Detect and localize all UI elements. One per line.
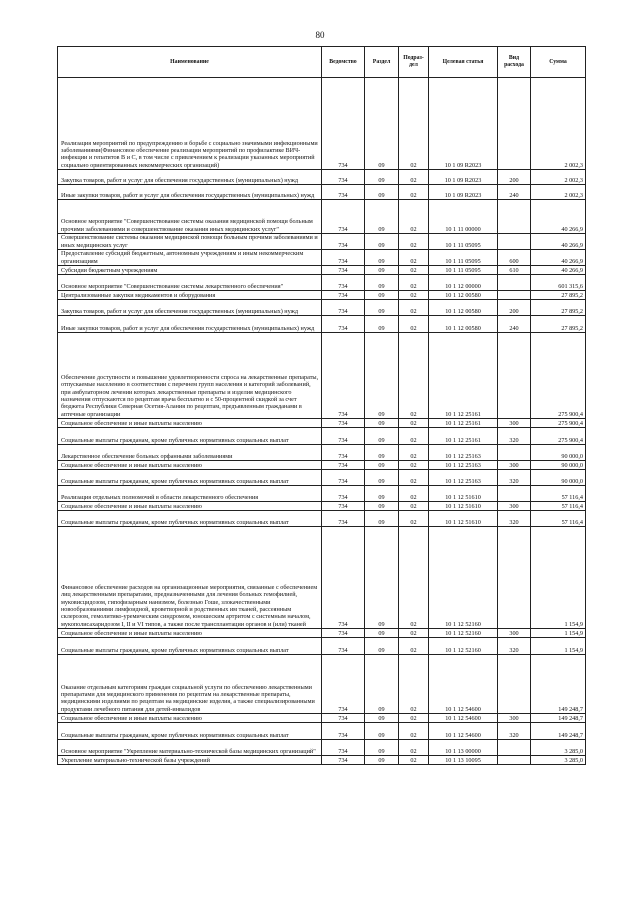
row-department: 734 bbox=[322, 428, 365, 445]
table-row bbox=[58, 250, 586, 266]
table-row bbox=[58, 470, 586, 486]
row-section: 09 bbox=[365, 266, 399, 275]
table-row bbox=[58, 655, 586, 714]
row-section: 09 bbox=[365, 470, 399, 486]
row-section: 09 bbox=[365, 723, 399, 740]
page-number: 80 bbox=[315, 30, 325, 40]
row-department: 734 bbox=[322, 185, 365, 200]
row-amount: 90 000,0 bbox=[531, 470, 586, 486]
budget-table bbox=[57, 46, 586, 765]
row-name: Реализация отдельных полномочий в области лекарственного обеспечения bbox=[58, 486, 322, 502]
row-department: 734 bbox=[322, 740, 365, 756]
row-subsection: 02 bbox=[399, 486, 429, 502]
row-name: Социальные выплаты гражданам, кроме публичных нормативных социальных выплат bbox=[58, 638, 322, 655]
row-department: 734 bbox=[322, 723, 365, 740]
row-name: Социальное обеспечение и иные выплаты населению bbox=[58, 461, 322, 470]
row-target-article: 10 1 12 25163 bbox=[429, 461, 498, 470]
row-expense-type: 320 bbox=[498, 723, 531, 740]
row-amount: 27 895,2 bbox=[531, 291, 586, 300]
row-target-article: 10 1 12 25161 bbox=[429, 428, 498, 445]
row-section: 09 bbox=[365, 502, 399, 511]
table-row bbox=[58, 486, 586, 502]
row-name: Реализация мероприятий по предупреждению и борьбе с социально значимыми инфекционными заболеваниями(Финансовое обеспечение реализации мероприятий по профилактике ВИЧ-инфекции и гепатитов В и С, в том числе с привлечением к реализации указанных мероприятий социально ориентированных некоммерческих организаций) bbox=[58, 78, 322, 170]
row-department: 734 bbox=[322, 291, 365, 300]
row-amount: 27 895,2 bbox=[531, 316, 586, 333]
row-department: 734 bbox=[322, 527, 365, 629]
row-subsection: 02 bbox=[399, 250, 429, 266]
row-department: 734 bbox=[322, 333, 365, 419]
row-amount: 1 154,9 bbox=[531, 629, 586, 638]
row-name: Лекарственное обеспечение больных орфанными заболеваниями bbox=[58, 445, 322, 461]
table-row bbox=[58, 502, 586, 511]
row-target-article: 10 1 12 51610 bbox=[429, 486, 498, 502]
table-row bbox=[58, 300, 586, 316]
table-row bbox=[58, 275, 586, 291]
row-target-article: 10 1 12 00580 bbox=[429, 316, 498, 333]
row-target-article: 10 1 12 51610 bbox=[429, 502, 498, 511]
row-amount: 57 116,4 bbox=[531, 486, 586, 502]
row-section: 09 bbox=[365, 527, 399, 629]
row-name: Основное мероприятие "Совершенствование системы лекарственного обеспечения" bbox=[58, 275, 322, 291]
row-department: 734 bbox=[322, 78, 365, 170]
row-section: 09 bbox=[365, 185, 399, 200]
row-section: 09 bbox=[365, 316, 399, 333]
row-expense-type: 300 bbox=[498, 419, 531, 428]
row-name: Социальное обеспечение и иные выплаты населению bbox=[58, 502, 322, 511]
row-department: 734 bbox=[322, 170, 365, 185]
table-row bbox=[58, 234, 586, 250]
row-subsection: 02 bbox=[399, 275, 429, 291]
row-expense-type bbox=[498, 78, 531, 170]
row-subsection: 02 bbox=[399, 200, 429, 234]
row-expense-type bbox=[498, 445, 531, 461]
row-amount: 90 000,0 bbox=[531, 461, 586, 470]
row-section: 09 bbox=[365, 511, 399, 527]
table-row bbox=[58, 266, 586, 275]
row-target-article: 10 1 12 52160 bbox=[429, 629, 498, 638]
row-expense-type bbox=[498, 740, 531, 756]
row-name: Социальное обеспечение и иные выплаты населению bbox=[58, 419, 322, 428]
row-name: Совершенствование системы оказания медицинской помощи больным прочими заболеваниями и иных медицинских услуг bbox=[58, 234, 322, 250]
row-expense-type: 300 bbox=[498, 461, 531, 470]
row-expense-type bbox=[498, 275, 531, 291]
table-row bbox=[58, 445, 586, 461]
row-subsection: 02 bbox=[399, 428, 429, 445]
row-section: 09 bbox=[365, 291, 399, 300]
row-section: 09 bbox=[365, 638, 399, 655]
row-section: 09 bbox=[365, 250, 399, 266]
row-amount: 275 900,4 bbox=[531, 419, 586, 428]
row-amount: 2 002,3 bbox=[531, 185, 586, 200]
table-row bbox=[58, 78, 586, 170]
row-target-article: 10 1 11 00000 bbox=[429, 200, 498, 234]
table-row bbox=[58, 723, 586, 740]
row-expense-type: 610 bbox=[498, 266, 531, 275]
row-amount: 40 266,9 bbox=[531, 234, 586, 250]
row-expense-type: 320 bbox=[498, 428, 531, 445]
row-department: 734 bbox=[322, 756, 365, 765]
header-expense-type: Вид расхода bbox=[498, 47, 531, 78]
row-target-article: 10 1 11 05095 bbox=[429, 250, 498, 266]
row-expense-type bbox=[498, 333, 531, 419]
row-subsection: 02 bbox=[399, 170, 429, 185]
row-expense-type bbox=[498, 200, 531, 234]
row-subsection: 02 bbox=[399, 470, 429, 486]
row-target-article: 10 1 12 00000 bbox=[429, 275, 498, 291]
row-subsection: 02 bbox=[399, 511, 429, 527]
row-section: 09 bbox=[365, 300, 399, 316]
row-subsection: 02 bbox=[399, 419, 429, 428]
row-subsection: 02 bbox=[399, 714, 429, 723]
row-amount: 27 895,2 bbox=[531, 300, 586, 316]
row-name: Предоставление субсидий бюджетным, автономным учреждениям и иным некоммерческим организациям bbox=[58, 250, 322, 266]
row-expense-type: 240 bbox=[498, 185, 531, 200]
header-amount: Сумма bbox=[531, 47, 586, 78]
row-department: 734 bbox=[322, 419, 365, 428]
row-expense-type: 300 bbox=[498, 714, 531, 723]
table-row bbox=[58, 428, 586, 445]
row-department: 734 bbox=[322, 470, 365, 486]
row-amount: 3 285,0 bbox=[531, 756, 586, 765]
row-name: Социальные выплаты гражданам, кроме публичных нормативных социальных выплат bbox=[58, 723, 322, 740]
row-amount: 40 266,9 bbox=[531, 200, 586, 234]
row-name: Централизованные закупки медикаментов и оборудования bbox=[58, 291, 322, 300]
row-name: Закупка товаров, работ и услуг для обеспечения государственных (муниципальных) нужд bbox=[58, 300, 322, 316]
table-row bbox=[58, 629, 586, 638]
row-section: 09 bbox=[365, 461, 399, 470]
row-department: 734 bbox=[322, 714, 365, 723]
row-amount: 57 116,4 bbox=[531, 502, 586, 511]
row-section: 09 bbox=[365, 655, 399, 714]
row-subsection: 02 bbox=[399, 723, 429, 740]
row-expense-type bbox=[498, 756, 531, 765]
table-body bbox=[58, 78, 586, 765]
row-section: 09 bbox=[365, 333, 399, 419]
row-target-article: 10 1 12 54600 bbox=[429, 655, 498, 714]
row-amount: 149 248,7 bbox=[531, 723, 586, 740]
row-name: Социальные выплаты гражданам, кроме публичных нормативных социальных выплат bbox=[58, 428, 322, 445]
row-section: 09 bbox=[365, 234, 399, 250]
row-expense-type bbox=[498, 486, 531, 502]
table-row bbox=[58, 170, 586, 185]
table-row bbox=[58, 291, 586, 300]
row-amount: 40 266,9 bbox=[531, 250, 586, 266]
row-amount: 275 900,4 bbox=[531, 333, 586, 419]
row-target-article: 10 1 13 00000 bbox=[429, 740, 498, 756]
table-row bbox=[58, 527, 586, 629]
row-section: 09 bbox=[365, 419, 399, 428]
row-target-article: 10 1 09 R2023 bbox=[429, 78, 498, 170]
row-department: 734 bbox=[322, 300, 365, 316]
row-amount: 601 315,6 bbox=[531, 275, 586, 291]
row-name: Финансовое обеспечение расходов на организационные мероприятия, связанные с обеспечением лиц лекарственными препаратами, предназначенными для лечения больных гемофилией, муковисцидозом, гипофизарным нанизмом, болезнью Гоше, злокачественными новообразованиями лимфоидной, кроветворной и родственных им тканей, рассеянным склерозом, гемолитико-уремическим синдромом, юношеским артритом с системным началом, мукополисахаридозом I, II и VI типов, а также после трансплантации органов и (или) тканей bbox=[58, 527, 322, 629]
row-name: Субсидии бюджетным учреждениям bbox=[58, 266, 322, 275]
header-section: Раздел bbox=[365, 47, 399, 78]
row-expense-type: 200 bbox=[498, 170, 531, 185]
row-subsection: 02 bbox=[399, 185, 429, 200]
row-target-article: 10 1 11 05095 bbox=[429, 266, 498, 275]
row-subsection: 02 bbox=[399, 300, 429, 316]
table-row bbox=[58, 333, 586, 419]
row-subsection: 02 bbox=[399, 266, 429, 275]
row-amount: 3 285,0 bbox=[531, 740, 586, 756]
row-subsection: 02 bbox=[399, 756, 429, 765]
row-expense-type: 320 bbox=[498, 470, 531, 486]
row-target-article: 10 1 12 00580 bbox=[429, 291, 498, 300]
row-subsection: 02 bbox=[399, 461, 429, 470]
row-target-article: 10 1 12 00580 bbox=[429, 300, 498, 316]
row-name: Социальное обеспечение и иные выплаты населению bbox=[58, 714, 322, 723]
row-amount: 2 002,3 bbox=[531, 170, 586, 185]
row-target-article: 10 1 12 25163 bbox=[429, 445, 498, 461]
row-expense-type bbox=[498, 234, 531, 250]
row-section: 09 bbox=[365, 486, 399, 502]
row-amount: 90 000,0 bbox=[531, 445, 586, 461]
header-target-article: Целевая статья bbox=[429, 47, 498, 78]
row-department: 734 bbox=[322, 234, 365, 250]
row-name: Обеспечение доступности и повышение удовлетворенности спроса на лекарственные препараты, отпускаемые населению в соответствии с перечнем групп населения и категорий заболеваний, при амбулаторном лечении которых лекарственные препараты и изделия медицинского назначения отпускаются по рецептам врача бесплатно и с 50-процентной скидкой за счет бюджета Республики Северная Осетия-Алания по рецептам, предъявленным гражданами в аптечные организации bbox=[58, 333, 322, 419]
row-amount: 149 248,7 bbox=[531, 655, 586, 714]
row-target-article: 10 1 12 54600 bbox=[429, 714, 498, 723]
row-section: 09 bbox=[365, 740, 399, 756]
row-amount: 275 900,4 bbox=[531, 428, 586, 445]
row-department: 734 bbox=[322, 445, 365, 461]
row-amount: 57 116,4 bbox=[531, 511, 586, 527]
row-target-article: 10 1 12 52160 bbox=[429, 527, 498, 629]
table-row bbox=[58, 200, 586, 234]
row-target-article: 10 1 13 10095 bbox=[429, 756, 498, 765]
row-section: 09 bbox=[365, 756, 399, 765]
table-row bbox=[58, 316, 586, 333]
row-department: 734 bbox=[322, 316, 365, 333]
row-section: 09 bbox=[365, 275, 399, 291]
row-department: 734 bbox=[322, 200, 365, 234]
row-name: Закупка товаров, работ и услуг для обеспечения государственных (муниципальных) нужд bbox=[58, 170, 322, 185]
table-row bbox=[58, 756, 586, 765]
row-section: 09 bbox=[365, 629, 399, 638]
row-name: Иные закупки товаров, работ и услуг для обеспечения государственных (муниципальных) нужд bbox=[58, 316, 322, 333]
row-expense-type: 300 bbox=[498, 502, 531, 511]
row-subsection: 02 bbox=[399, 740, 429, 756]
row-target-article: 10 1 12 54600 bbox=[429, 723, 498, 740]
row-subsection: 02 bbox=[399, 291, 429, 300]
row-target-article: 10 1 12 51610 bbox=[429, 511, 498, 527]
row-amount: 40 266,9 bbox=[531, 266, 586, 275]
row-name: Социальное обеспечение и иные выплаты населению bbox=[58, 629, 322, 638]
row-department: 734 bbox=[322, 511, 365, 527]
row-department: 734 bbox=[322, 266, 365, 275]
row-name: Укрепление материально-технической базы учреждений bbox=[58, 756, 322, 765]
row-department: 734 bbox=[322, 502, 365, 511]
table-header-row bbox=[58, 47, 586, 78]
row-target-article: 10 1 11 05095 bbox=[429, 234, 498, 250]
row-department: 734 bbox=[322, 250, 365, 266]
table-row bbox=[58, 185, 586, 200]
row-expense-type bbox=[498, 655, 531, 714]
row-target-article: 10 1 09 R2023 bbox=[429, 185, 498, 200]
row-expense-type: 320 bbox=[498, 511, 531, 527]
row-expense-type bbox=[498, 291, 531, 300]
table-row bbox=[58, 714, 586, 723]
row-name: Иные закупки товаров, работ и услуг для обеспечения государственных (муниципальных) нужд bbox=[58, 185, 322, 200]
row-expense-type bbox=[498, 527, 531, 629]
row-expense-type: 320 bbox=[498, 638, 531, 655]
row-amount: 1 154,9 bbox=[531, 638, 586, 655]
header-department: Ведомство bbox=[322, 47, 365, 78]
row-subsection: 02 bbox=[399, 655, 429, 714]
table-row bbox=[58, 511, 586, 527]
row-section: 09 bbox=[365, 78, 399, 170]
row-subsection: 02 bbox=[399, 234, 429, 250]
row-target-article: 10 1 09 R2023 bbox=[429, 170, 498, 185]
row-amount: 2 002,3 bbox=[531, 78, 586, 170]
row-section: 09 bbox=[365, 170, 399, 185]
row-subsection: 02 bbox=[399, 333, 429, 419]
row-department: 734 bbox=[322, 486, 365, 502]
row-target-article: 10 1 12 25161 bbox=[429, 333, 498, 419]
row-subsection: 02 bbox=[399, 629, 429, 638]
row-section: 09 bbox=[365, 445, 399, 461]
row-department: 734 bbox=[322, 655, 365, 714]
row-expense-type: 600 bbox=[498, 250, 531, 266]
row-target-article: 10 1 12 25163 bbox=[429, 470, 498, 486]
row-subsection: 02 bbox=[399, 502, 429, 511]
row-name: Основное мероприятие "Совершенствование системы оказания медицинской помощи больным прочими заболеваниями и совершенствование оказания иных медицинских услуг" bbox=[58, 200, 322, 234]
row-department: 734 bbox=[322, 275, 365, 291]
row-subsection: 02 bbox=[399, 316, 429, 333]
row-subsection: 02 bbox=[399, 527, 429, 629]
row-department: 734 bbox=[322, 638, 365, 655]
row-subsection: 02 bbox=[399, 78, 429, 170]
row-name: Социальные выплаты гражданам, кроме публичных нормативных социальных выплат bbox=[58, 470, 322, 486]
header-name: Наименование bbox=[58, 47, 322, 78]
row-expense-type: 240 bbox=[498, 316, 531, 333]
table-row bbox=[58, 638, 586, 655]
row-department: 734 bbox=[322, 461, 365, 470]
header-subsection: Подраз-дел bbox=[399, 47, 429, 78]
row-expense-type: 200 bbox=[498, 300, 531, 316]
row-department: 734 bbox=[322, 629, 365, 638]
row-target-article: 10 1 12 52160 bbox=[429, 638, 498, 655]
row-section: 09 bbox=[365, 428, 399, 445]
row-amount: 149 248,7 bbox=[531, 714, 586, 723]
row-name: Социальные выплаты гражданам, кроме публичных нормативных социальных выплат bbox=[58, 511, 322, 527]
table-row bbox=[58, 740, 586, 756]
row-name: Основное мероприятие "Укрепление материально-технической базы медицинских организаций" bbox=[58, 740, 322, 756]
row-expense-type: 300 bbox=[498, 629, 531, 638]
row-subsection: 02 bbox=[399, 445, 429, 461]
row-target-article: 10 1 12 25161 bbox=[429, 419, 498, 428]
row-name: Оказание отдельным категориям граждан социальной услуги по обеспечению лекарственными препаратами для медицинского применения по рецептам на лекарственные препараты, медицинскими изделиями по рецептам на медицинские изделия, а также специализированными продуктами лечебного питания для детей-инвалидов bbox=[58, 655, 322, 714]
table-row bbox=[58, 419, 586, 428]
row-amount: 1 154,9 bbox=[531, 527, 586, 629]
row-subsection: 02 bbox=[399, 638, 429, 655]
row-section: 09 bbox=[365, 200, 399, 234]
table-row bbox=[58, 461, 586, 470]
row-section: 09 bbox=[365, 714, 399, 723]
